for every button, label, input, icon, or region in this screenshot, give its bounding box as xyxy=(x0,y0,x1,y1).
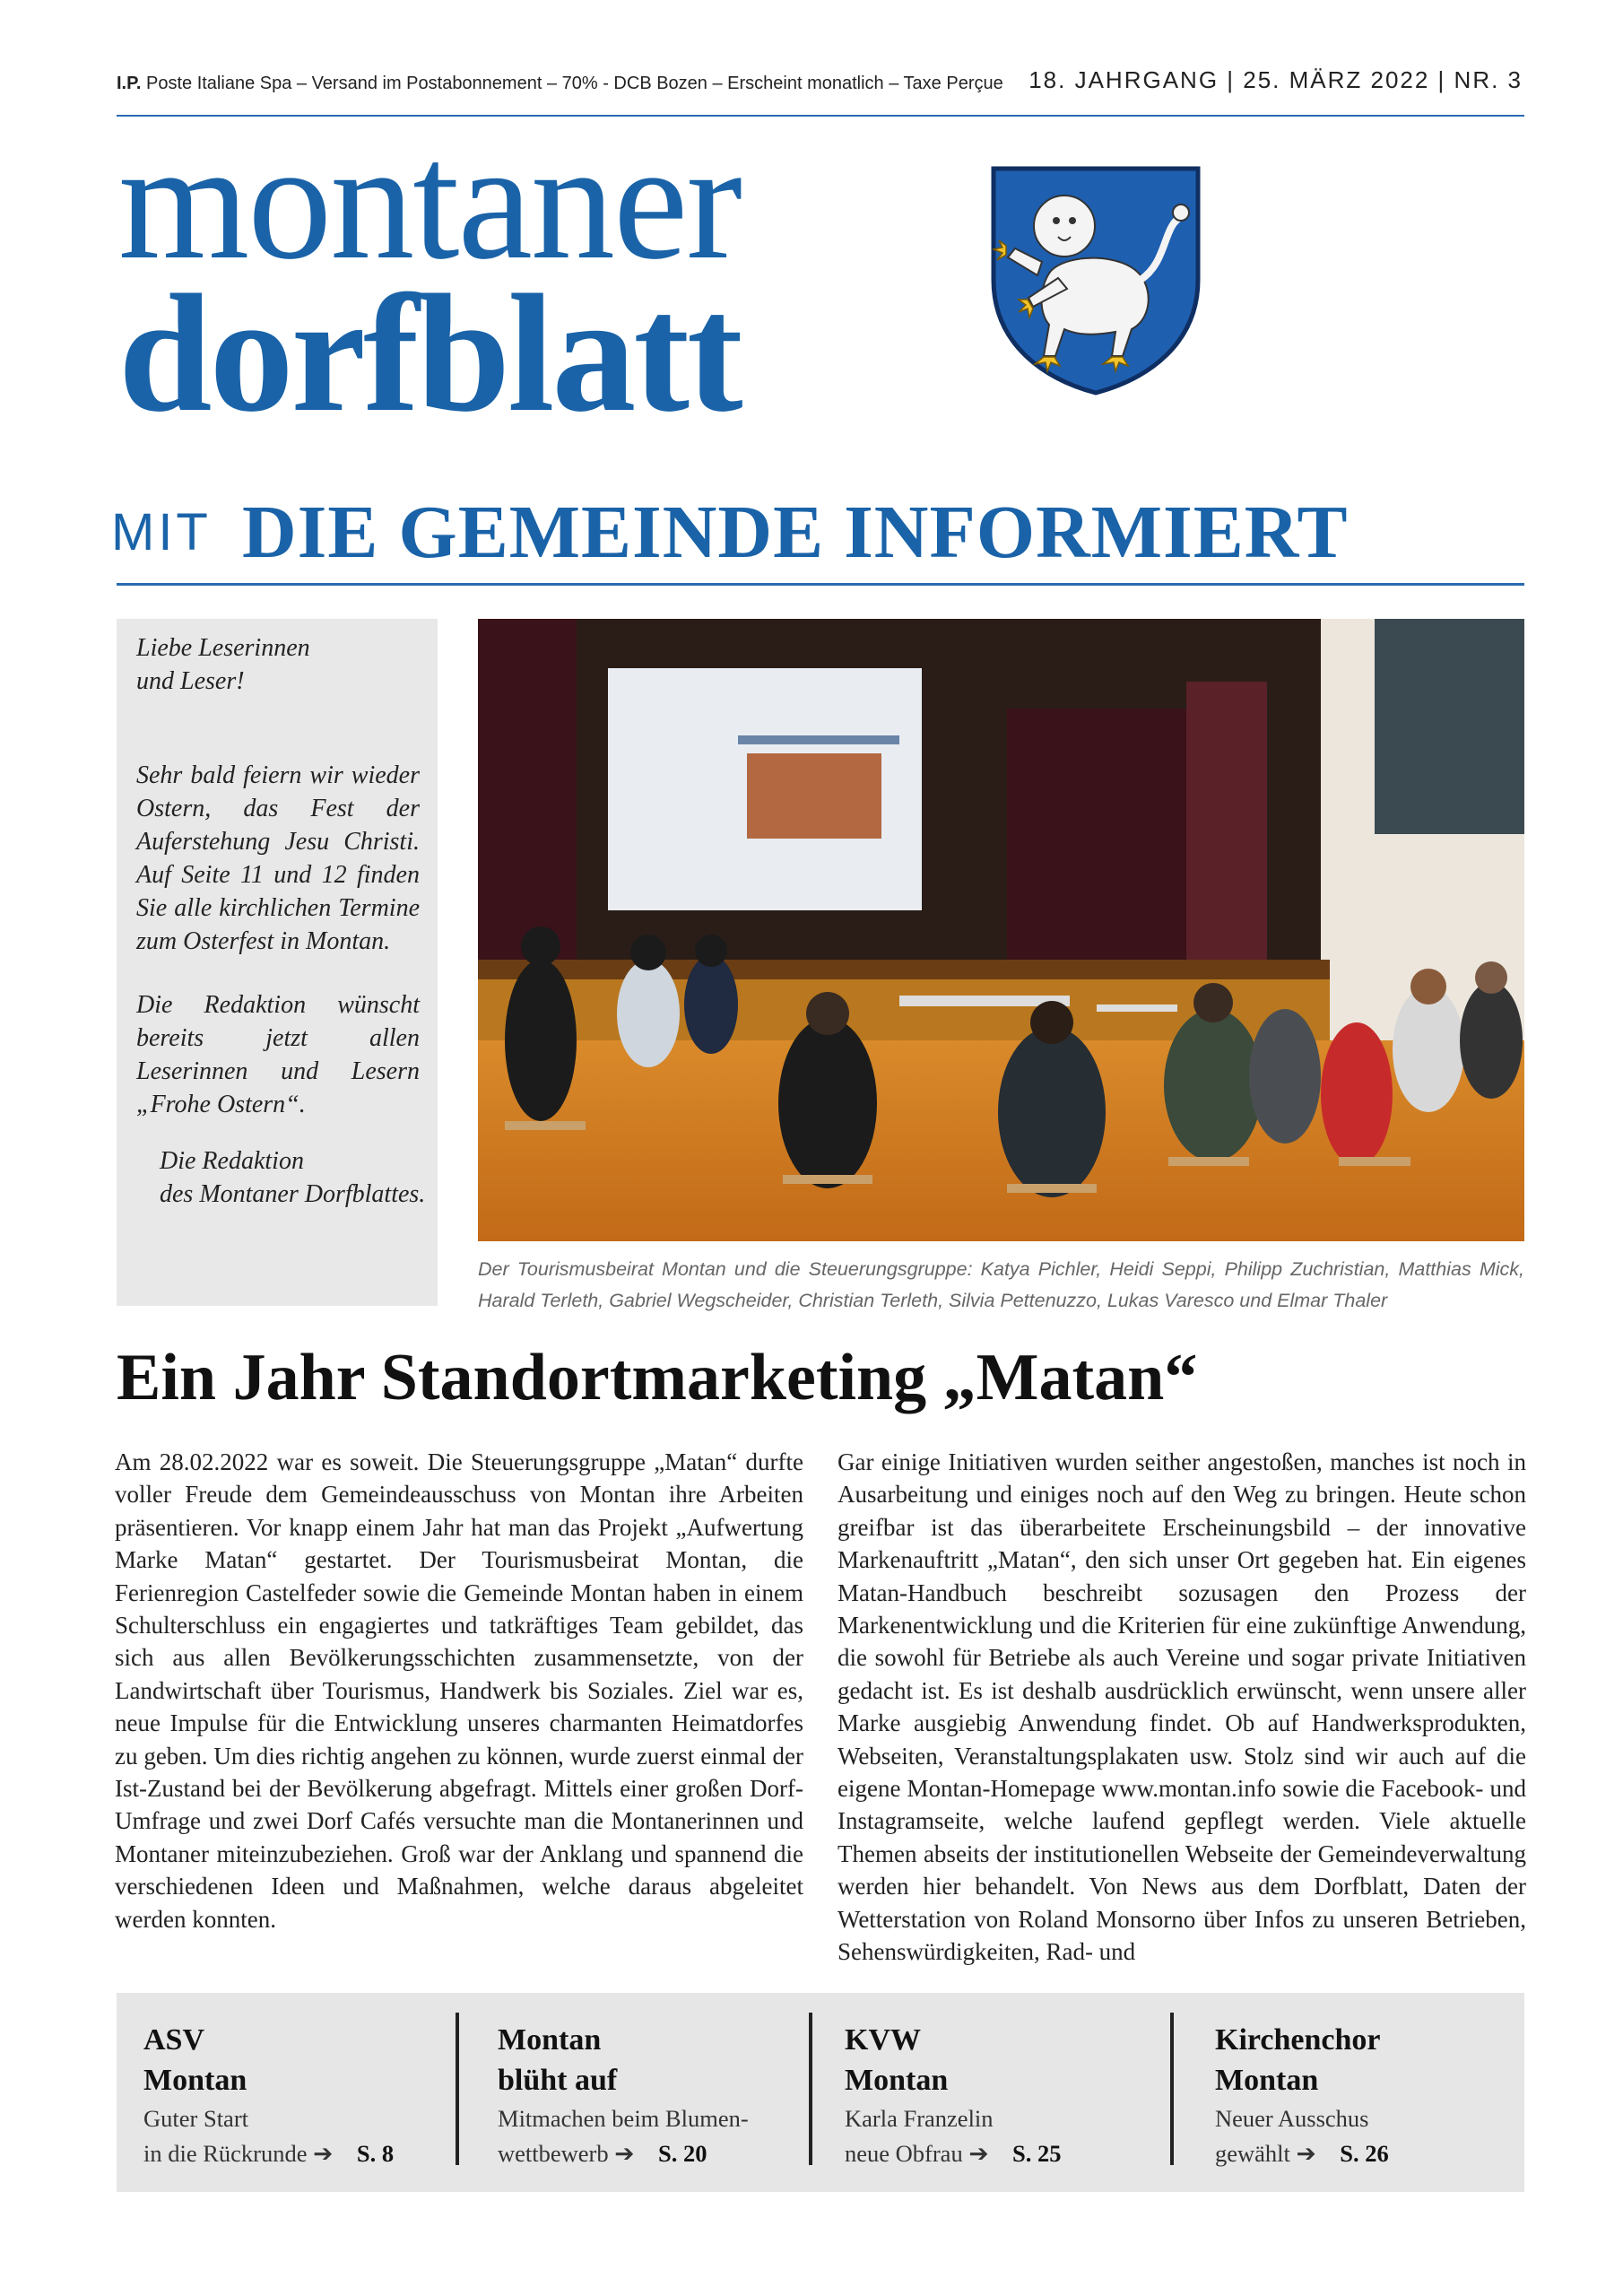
arrow-right-icon: ➔ xyxy=(313,2140,334,2167)
teaser-bar xyxy=(117,1993,1524,2192)
teaser-kirchenchor-montan[interactable]: Kirchenchor Montan Neuer Ausschus gewählt ➔ S. 26 xyxy=(1215,2023,1389,2167)
teaser-kvw-montan[interactable]: KVW Montan Karla Franzelin neue Obfrau ➔ S. 25 xyxy=(845,2023,1062,2167)
arrow-right-icon: ➔ xyxy=(968,2140,989,2167)
teaser-montan-blueht-auf[interactable]: Montan blüht auf Mitmachen beim Blumen- wettbewerb ➔ S. 20 xyxy=(498,2023,749,2167)
masthead-dorfblatt: dorfblatt xyxy=(118,259,741,447)
teaser-asv-montan[interactable]: ASV Montan Guter Start in die Rückrunde ➔ S. 8 xyxy=(143,2023,395,2167)
article-column-2: Gar einige Initiativen wurden seither angestoßen, manches ist noch in Ausarbeitung und einiges noch auf den Weg zu bringen. Heute schon greifbar ist das überarbeitete Erscheinungsbild – der innovative Markenauftritt „Matan“, den sich unser Ort gegeben hat. Ein eigenes Matan-Handbuch beschreibt sozusagen den Prozess der Markenentwicklung und die Kriterien für eine zukünftige Anwendung, die sowohl für Betriebe als auch Vereine und sogar private Initiativen gedacht ist. Es ist deshalb ausdrücklich erwünscht, wenn unsere aller Marke ausgiebig Anwendung findet. Ob auf Handwerksprodukten, Webseiten, Veranstaltungsplakaten usw. Stolz sind wir auch auf die eigene Montan-Homepage www.montan.info sowie die Facebook- und Instagramseite, welche laufend gepflegt werden. Viele aktuelle Themen abseits der institutionellen Webseite der Gemeindeverwaltung werden hier behandelt. Von News aus dem Dorfblatt, Daten der Wetterstation von Roland Monsorno über Infos zu unseren Betrieben, Sehenswürdigkeiten, Rad- und xyxy=(838,1448,1526,1966)
page-ref: S. 26 xyxy=(1340,2140,1389,2167)
masthead-rule xyxy=(117,583,1524,586)
article-headline: Ein Jahr Standortmarketing „Matan“ xyxy=(117,1341,1198,1414)
teaser-divider xyxy=(809,2013,812,2165)
teaser-divider xyxy=(1170,2013,1174,2165)
arrow-right-icon: ➔ xyxy=(614,2140,635,2167)
masthead-mit: MIT xyxy=(111,503,212,561)
editorial-paragraph-2: Die Redaktion wünscht bereits jetzt allen Leserinnen und Lesern „Frohe Ostern“. xyxy=(136,991,420,1118)
masthead-montaner: montaner xyxy=(118,107,741,294)
page-ref: S. 8 xyxy=(356,2140,395,2167)
page-ref: S. 25 xyxy=(1012,2140,1062,2167)
teaser-divider xyxy=(456,2013,459,2165)
masthead-subtitle: DIE GEMEINDE INFORMIERT xyxy=(242,491,1349,574)
editorial-greeting: Liebe Leserinnen und Leser! xyxy=(136,634,310,695)
photo-caption: Der Tourismusbeirat Montan und die Steuerungsgruppe: Katya Pichler, Heidi Seppi, Philipp Zuchristian, Matthias Mick, Harald Terleth, Gabriel Wegscheider, Christian Terleth, Silvia Pettenuzzo, Lukas Varesco und Elmar Thaler xyxy=(478,1258,1524,1311)
article-column-1: Am 28.02.2022 war es soweit. Die Steuerungsgruppe „Matan“ durfte voller Freude dem Gemeindeausschuss von Montan ihre Arbeiten präsentieren. Vor knapp einem Jahr hat man das Projekt „Aufwertung Marke Matan“ gestartet. Der Tourismusbeirat Montan, die Ferienregion Castelfeder sowie die Gemeinde Montan haben in einem Schulterschluss ein engagiertes und tatkräftiges Team gebildet, das sich aus allen Bevölkerungsschichten zusammensetzte, von der Landwirtschaft über Tourismus, Handwerk bis Soziales. Ziel war es, neue Impulse für die Entwicklung unseres charmanten Heimatdorfes zu geben. Um dies richtig angehen zu können, wurde zuerst einmal der Ist-Zustand bei der Bevölkerung abgefragt. Mittels einer großen Dorf-Umfrage und zwei Dorf Cafés versuchte man die Montanerinnen und Montaner miteinzubeziehen. Groß war der Anklang und spannend die verschiedenen Ideen und Maßnahmen, welche daraus abgeleitet werden konnten. xyxy=(115,1448,803,1933)
coat-of-arms-lion-icon xyxy=(988,163,1203,401)
issue-info: 18. JAHRGANG | 25. MÄRZ 2022 | NR. 3 xyxy=(1028,66,1523,93)
arrow-right-icon: ➔ xyxy=(1296,2140,1316,2167)
page-ref: S. 20 xyxy=(657,2140,707,2167)
editorial-box xyxy=(117,619,438,1306)
postal-line: I.P. Poste Italiane Spa – Versand im Postabonnement – 70% - DCB Bozen – Erscheint monatlich – Taxe Perçue xyxy=(117,74,1003,93)
meeting-photo xyxy=(478,619,1524,1241)
editorial-paragraph-1: Sehr bald feiern wir wieder Ostern, das Fest der Auferstehung Jesu Christi. Auf Seite 11 und 12 finden Sie alle kirchlichen Termine zum Osterfest in Montan. xyxy=(136,761,420,955)
editorial-signature: Die Redaktion des Montaner Dorfblattes. xyxy=(160,1147,426,1208)
